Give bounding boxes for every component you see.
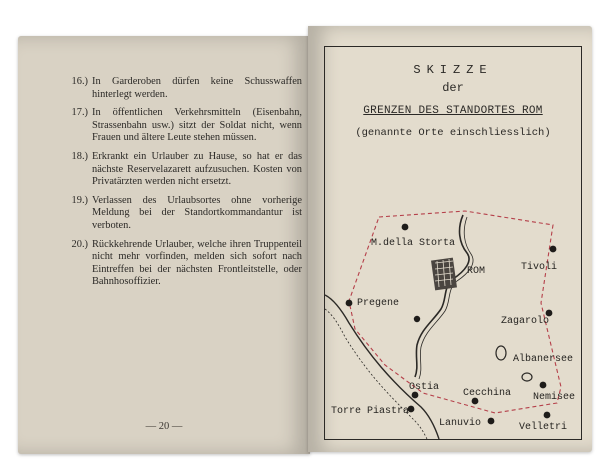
rule-number: 19.) (71, 194, 88, 206)
label-zagarolo: Zagarolo (501, 316, 550, 327)
rule-text: In öffentlichen Verkehrsmitteln (Eisenbahn, Strassenbahn usw.) sitzt der Soldat nicht, wenn Frauen und ältere Leute stehen müssen. (92, 107, 302, 144)
coastline-shading (325, 309, 427, 439)
map-title: GRENZEN DES STANDORTES ROM (363, 105, 543, 117)
rule-20 (52, 239, 302, 289)
map-heading: SKIZZE (413, 63, 493, 77)
rule-19 (52, 195, 302, 233)
map-frame (324, 46, 582, 440)
map-note: (genannte Orte einschliesslich) (355, 127, 551, 139)
rule-text: Rückkehrende Urlauber, welche ihren Truppenteil nicht mehr vorfinden, melden sich sofort nach Eintreffen bei der nächsten Frontleitstelle, oder Bahnhosoffizier. (92, 238, 302, 288)
rule-number: 17.) (71, 107, 88, 119)
place-dot-velletri (544, 412, 551, 419)
rule-17 (52, 107, 302, 145)
place-dot-nemisee (540, 382, 547, 389)
rule-text: Erkrankt ein Urlauber zu Hause, so hat er das nächste Reservelazarett aufzusuchen. Kosten von Privatärzten werden nicht ersetzt. (92, 150, 302, 188)
map-subheading: der (442, 81, 464, 95)
rule-number: 16.) (71, 76, 88, 87)
label-rom: ROM (467, 266, 486, 277)
rule-number: 18.) (71, 150, 88, 162)
rule-number: 20.) (71, 238, 88, 250)
rule-text: In Garderoben dürfen keine Schusswaffen hinterlegt werden. (92, 76, 302, 100)
label-ostia: Ostia (409, 382, 440, 393)
coastline (325, 295, 439, 439)
place-dot-center (414, 316, 420, 322)
nemisee-lake (522, 373, 532, 381)
place-dot-lanuvio (488, 418, 495, 425)
label-torre-piastra: Torre Piastra (331, 406, 410, 417)
label-m-della-storta: M.della Storta (371, 238, 456, 249)
place-dot-tivoli (550, 246, 557, 253)
left-page (18, 36, 310, 454)
rule-18 (52, 151, 302, 189)
rule-text: Verlassen des Urlaubsortes ohne vorherige Meldung bei der Standortkommandantur ist verboten. (92, 194, 302, 231)
booklet (8, 14, 592, 448)
label-nemisee: Nemisee (533, 392, 576, 403)
label-lanuvio: Lanuvio (439, 418, 482, 429)
rules-list (52, 76, 302, 295)
label-pregene: Pregene (357, 298, 400, 309)
boundary-map (325, 47, 581, 439)
place-dot-m-della-storta (402, 224, 409, 231)
label-albanersee: Albanersee (513, 354, 574, 365)
right-page (308, 26, 592, 452)
place-dot-pregene (346, 300, 353, 307)
label-cecchina: Cecchina (463, 388, 512, 399)
page-number: — 20 — (145, 421, 183, 432)
rule-16 (52, 76, 302, 101)
label-tivoli: Tivoli (521, 262, 558, 273)
albanersee-lake (496, 346, 506, 360)
label-velletri: Velletri (519, 422, 568, 433)
rom-city-marker (431, 258, 457, 291)
